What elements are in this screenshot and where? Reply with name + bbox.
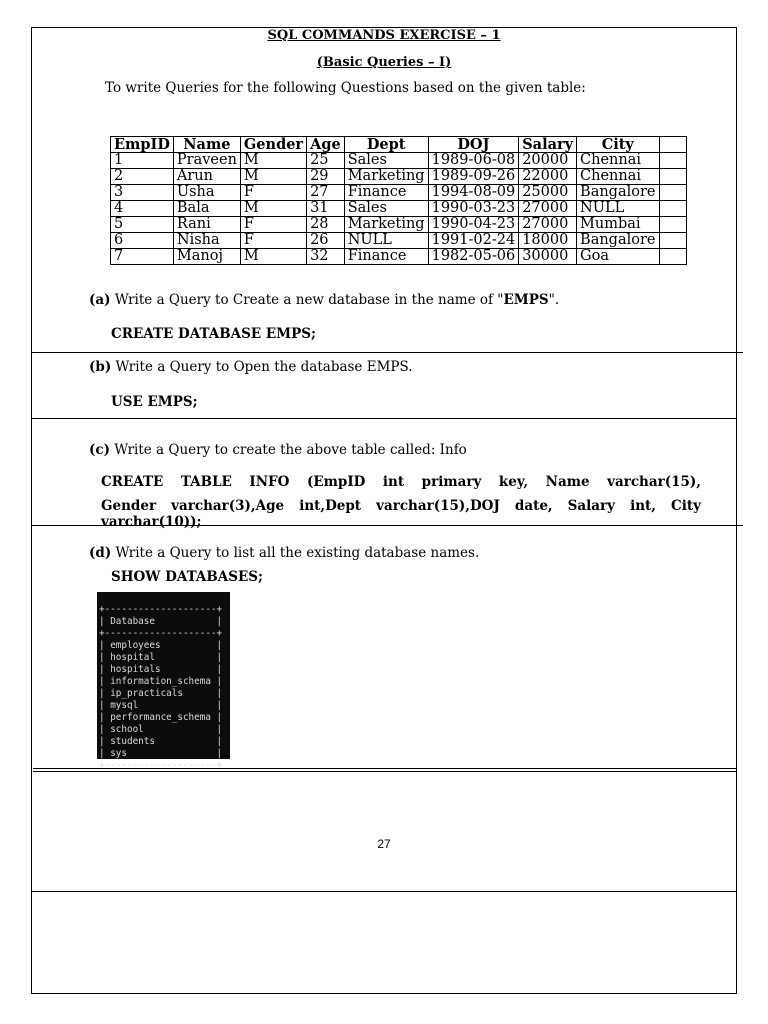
table-cell: 29 <box>307 169 345 185</box>
table-cell: 1990-04-23 <box>428 217 519 233</box>
table-cell <box>659 233 686 249</box>
table-cell: 25000 <box>519 185 577 201</box>
answer-b: USE EMPS; <box>111 394 198 410</box>
table-cell: Marketing <box>344 217 428 233</box>
question-a <box>89 292 559 308</box>
answer-c-line2: Gender varchar(3),Age int,Dept varchar(15),DOJ date, Salary int, City varchar(10)); <box>101 498 701 530</box>
table-cell: Marketing <box>344 169 428 185</box>
terminal-row: | hospital | <box>99 652 223 663</box>
intro-text: To write Queries for the following Questions based on the given table: <box>105 80 586 96</box>
column-header: Dept <box>344 137 428 153</box>
table-cell: Sales <box>344 201 428 217</box>
table-cell: F <box>240 185 306 201</box>
table-cell: 20000 <box>519 153 577 169</box>
table-cell: Goa <box>577 249 659 265</box>
table-cell: NULL <box>344 233 428 249</box>
table-cell: 28 <box>307 217 345 233</box>
question-label: (b) <box>89 359 112 375</box>
employee-table <box>110 136 687 265</box>
question-label: (a) <box>89 292 111 308</box>
answer-a: CREATE DATABASE EMPS; <box>111 326 316 342</box>
table-cell: 31 <box>307 201 345 217</box>
table-row <box>111 249 687 265</box>
table-cell: M <box>240 201 306 217</box>
table-cell <box>659 185 686 201</box>
table-row <box>111 153 687 169</box>
table-cell <box>659 217 686 233</box>
table-row <box>111 185 687 201</box>
terminal-row: | ip_practicals | <box>99 688 223 699</box>
table-cell: 1989-09-26 <box>428 169 519 185</box>
column-header: Age <box>307 137 345 153</box>
table-cell: 4 <box>111 201 174 217</box>
question-text: Write a Query to Open the database EMPS. <box>115 359 413 375</box>
divider <box>31 418 737 419</box>
question-b <box>89 359 413 375</box>
table-header-row <box>111 137 687 153</box>
question-c <box>89 442 467 458</box>
terminal-row: | hospitals | <box>99 664 223 675</box>
question-label: (d) <box>89 545 112 561</box>
terminal-row: | performance_schema | <box>99 712 223 723</box>
terminal-row: | employees | <box>99 640 223 651</box>
table-cell: 1 <box>111 153 174 169</box>
table-cell: 1989-06-08 <box>428 153 519 169</box>
page-subtitle: (Basic Queries – I) <box>316 55 452 70</box>
table-cell: NULL <box>577 201 659 217</box>
question-text: Write a Query to Create a new database in the name of " <box>114 292 504 308</box>
table-cell: Finance <box>344 185 428 201</box>
table-cell: M <box>240 249 306 265</box>
table-cell: 3 <box>111 185 174 201</box>
table-cell: 7 <box>111 249 174 265</box>
terminal-border-mid: +--------------------+ <box>99 628 223 639</box>
column-header: DOJ <box>428 137 519 153</box>
table-cell <box>659 201 686 217</box>
column-header: Salary <box>519 137 577 153</box>
table-cell: 27000 <box>519 217 577 233</box>
table-cell: M <box>240 153 306 169</box>
table-cell: 6 <box>111 233 174 249</box>
terminal-row: | sys | <box>99 748 223 759</box>
table-row <box>111 201 687 217</box>
table-cell: 27 <box>307 185 345 201</box>
table-cell: 26 <box>307 233 345 249</box>
table-cell: 27000 <box>519 201 577 217</box>
question-d <box>89 545 479 561</box>
table-cell <box>659 153 686 169</box>
table-cell: 25 <box>307 153 345 169</box>
table-row <box>111 233 687 249</box>
table-cell: Usha <box>173 185 240 201</box>
page-number: 27 <box>377 837 391 851</box>
table-cell: Bala <box>173 201 240 217</box>
question-text: Write a Query to create the above table called: Info <box>114 442 467 458</box>
table-cell: Arun <box>173 169 240 185</box>
table-row <box>111 217 687 233</box>
table-cell <box>659 249 686 265</box>
terminal-border-top: +--------------------+ <box>99 604 223 615</box>
terminal-row: | school | <box>99 724 223 735</box>
divider <box>31 891 737 892</box>
column-header <box>659 137 686 153</box>
page-title: SQL COMMANDS EXERCISE – 1 <box>267 28 501 43</box>
table-cell: Rani <box>173 217 240 233</box>
column-header: EmpID <box>111 137 174 153</box>
table-cell: 1982-05-06 <box>428 249 519 265</box>
table-cell: Mumbai <box>577 217 659 233</box>
question-emphasis: EMPS <box>503 292 549 308</box>
column-header: Name <box>173 137 240 153</box>
terminal-row: | information_schema | <box>99 676 223 687</box>
question-text: Write a Query to list all the existing database names. <box>115 545 480 561</box>
table-cell: 1994-08-09 <box>428 185 519 201</box>
table-cell: 5 <box>111 217 174 233</box>
table-row <box>111 169 687 185</box>
table-cell: 1991-02-24 <box>428 233 519 249</box>
table-cell: F <box>240 217 306 233</box>
table-cell: 30000 <box>519 249 577 265</box>
terminal-row: | students | <box>99 736 223 747</box>
column-header: Gender <box>240 137 306 153</box>
table-cell: M <box>240 169 306 185</box>
terminal-row: | mysql | <box>99 700 223 711</box>
table-cell: Nisha <box>173 233 240 249</box>
table-cell: Sales <box>344 153 428 169</box>
table-cell: 2 <box>111 169 174 185</box>
question-text-end: ". <box>548 292 560 308</box>
answer-d: SHOW DATABASES; <box>111 569 264 585</box>
table-cell: Praveen <box>173 153 240 169</box>
table-cell: F <box>240 233 306 249</box>
table-cell: 1990-03-23 <box>428 201 519 217</box>
table-cell: Finance <box>344 249 428 265</box>
table-cell: 18000 <box>519 233 577 249</box>
terminal-header: | Database | <box>99 616 223 627</box>
table-cell: Bangalore <box>577 185 659 201</box>
divider <box>31 352 743 353</box>
table-cell: Chennai <box>577 153 659 169</box>
answer-c-line1: CREATE TABLE INFO (EmpID int primary key, Name varchar(15), <box>101 474 701 490</box>
terminal-output <box>97 592 230 771</box>
question-label: (c) <box>89 442 110 458</box>
terminal-border-bottom: +--------------------+ <box>99 760 223 771</box>
table-cell: 32 <box>307 249 345 265</box>
table-cell: Manoj <box>173 249 240 265</box>
column-header: City <box>577 137 659 153</box>
table-cell: 22000 <box>519 169 577 185</box>
table-cell <box>659 169 686 185</box>
table-cell: Chennai <box>577 169 659 185</box>
table-cell: Bangalore <box>577 233 659 249</box>
